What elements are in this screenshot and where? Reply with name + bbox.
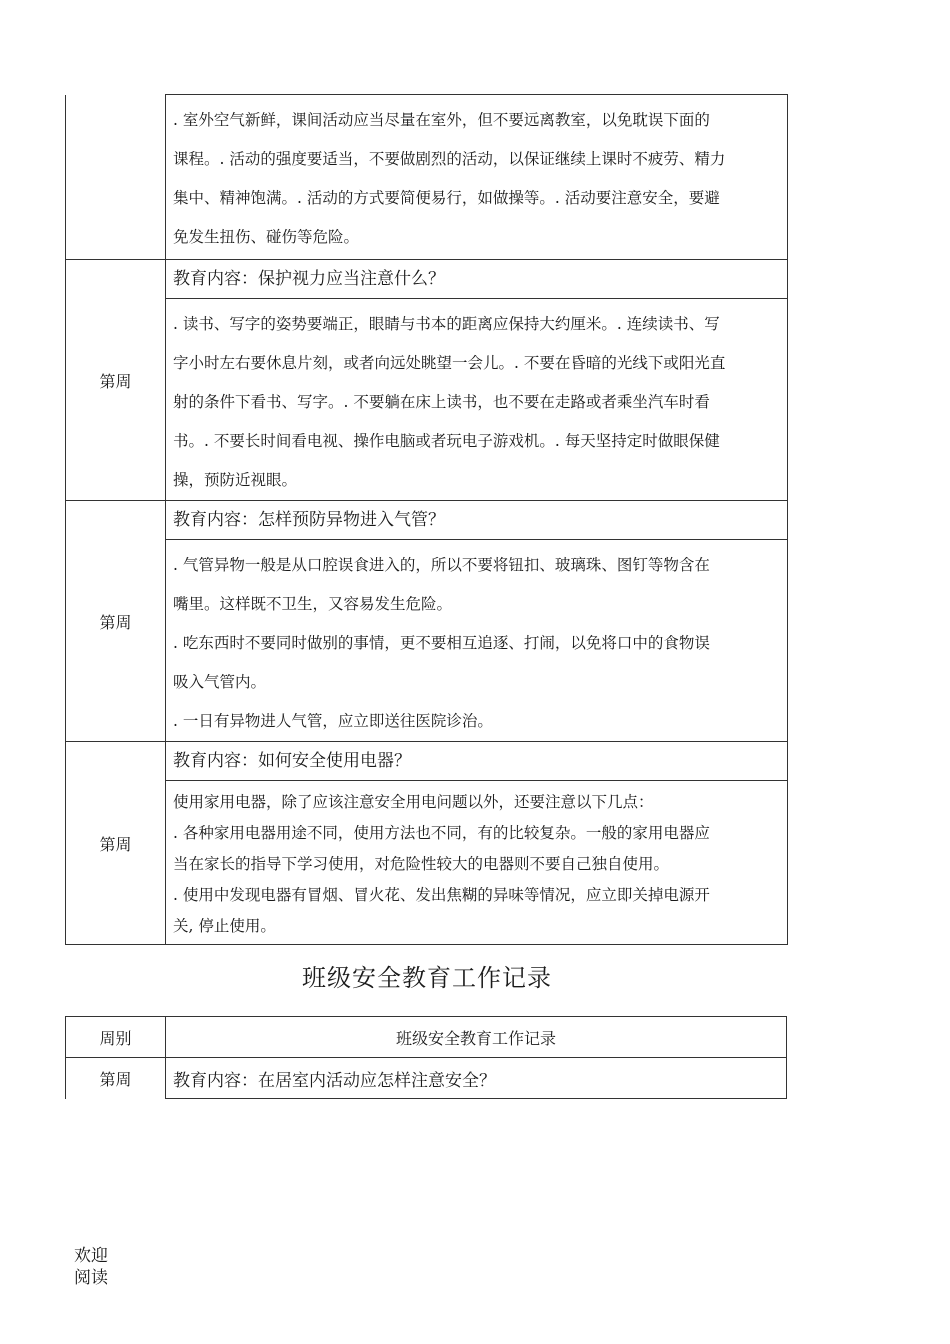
page-title: 班级安全教育工作记录 bbox=[302, 964, 552, 992]
text-line: . 吃东西时不要同时做别的事情，更不要相互追逐、打闹，以免将口中的食物误 bbox=[173, 634, 710, 652]
text-line: 使用家用电器，除了应该注意安全用电问题以外，还要注意以下几点： bbox=[173, 793, 654, 811]
text-line: . 气管异物一般是从口腔误食进入的，所以不要将钮扣、玻璃珠、图钉等物含在 bbox=[173, 556, 710, 574]
safety-record-table-continued bbox=[65, 94, 788, 945]
table-row bbox=[66, 1058, 787, 1099]
week-cell: 第周 bbox=[66, 501, 166, 742]
text-line: . 使用中发现电器有冒烟、冒火花、发出焦糊的异味等情况，应立即关掉电源开 bbox=[173, 886, 710, 904]
text-line: 关, 停止使用。 bbox=[173, 917, 276, 935]
header-week: 周别 bbox=[66, 1017, 166, 1058]
content-text bbox=[166, 540, 787, 741]
education-topic: 教育内容：保护视力应当注意什么？ bbox=[166, 260, 787, 299]
text-line: 集中、精神饱满。. 活动的方式要简便易行，如做操等。. 活动要注意安全，要避 bbox=[173, 189, 720, 207]
table-header-row bbox=[66, 1017, 787, 1058]
education-topic: 教育内容：在居室内活动应怎样注意安全？ bbox=[166, 1058, 787, 1099]
text-line: 嘴里。这样既不卫生，又容易发生危险。 bbox=[173, 595, 453, 613]
table-row bbox=[66, 95, 788, 260]
header-content: 班级安全教育工作记录 bbox=[166, 1017, 787, 1058]
text-line: 字小时左右要休息片刻，或者向远处眺望一会儿。. 不要在昏暗的光线下或阳光直 bbox=[173, 354, 726, 372]
safety-record-table bbox=[65, 1016, 787, 1099]
content-text bbox=[166, 781, 787, 944]
content-text bbox=[166, 299, 787, 500]
content-cell bbox=[166, 95, 788, 260]
table-row bbox=[66, 501, 788, 742]
week-cell: 第周 bbox=[66, 742, 166, 945]
content-cell bbox=[166, 501, 788, 742]
content-cell bbox=[166, 742, 788, 945]
text-line: . 各种家用电器用途不同，使用方法也不同，有的比较复杂。一般的家用电器应 bbox=[173, 824, 710, 842]
text-line: 当在家长的指导下学习使用，对危险性较大的电器则不要自己独自使用。 bbox=[173, 855, 670, 873]
text-line: 操，预防近视眼。 bbox=[173, 471, 298, 489]
week-cell bbox=[66, 95, 166, 260]
education-topic: 教育内容：如何安全使用电器？ bbox=[166, 742, 787, 781]
footer-line: 欢迎 bbox=[74, 1246, 108, 1266]
education-topic: 教育内容：怎样预防异物进入气管？ bbox=[166, 501, 787, 540]
text-line: . 读书、写字的姿势要端正，眼睛与书本的距离应保持大约厘米。. 连续读书、写 bbox=[173, 315, 720, 333]
text-line: 课程。. 活动的强度要适当，不要做剧烈的活动，以保证继续上课时不疲劳、精力 bbox=[173, 150, 726, 168]
text-line: 射的条件下看书、写字。. 不要躺在床上读书，也不要在走路或者乘坐汽车时看 bbox=[173, 393, 710, 411]
text-line: . 一日有异物进人气管，应立即送往医院诊治。 bbox=[173, 712, 493, 730]
footer-text bbox=[74, 1245, 134, 1289]
text-line: . 室外空气新鲜，课间活动应当尽量在室外，但不要远离教室，以免耽误下面的 bbox=[173, 111, 710, 129]
week-cell: 第周 bbox=[66, 1058, 166, 1099]
text-line: 吸入气管内。 bbox=[173, 673, 267, 691]
footer-line: 阅读 bbox=[74, 1268, 108, 1288]
text-line: 免发生扭伤、碰伤等危险。 bbox=[173, 228, 360, 246]
content-cell bbox=[166, 260, 788, 501]
content-text bbox=[166, 95, 787, 259]
text-line: 书。. 不要长时间看电视、操作电脑或者玩电子游戏机。. 每天坚持定时做眼保健 bbox=[173, 432, 720, 450]
table-row bbox=[66, 742, 788, 945]
table-row bbox=[66, 260, 788, 501]
week-cell: 第周 bbox=[66, 260, 166, 501]
